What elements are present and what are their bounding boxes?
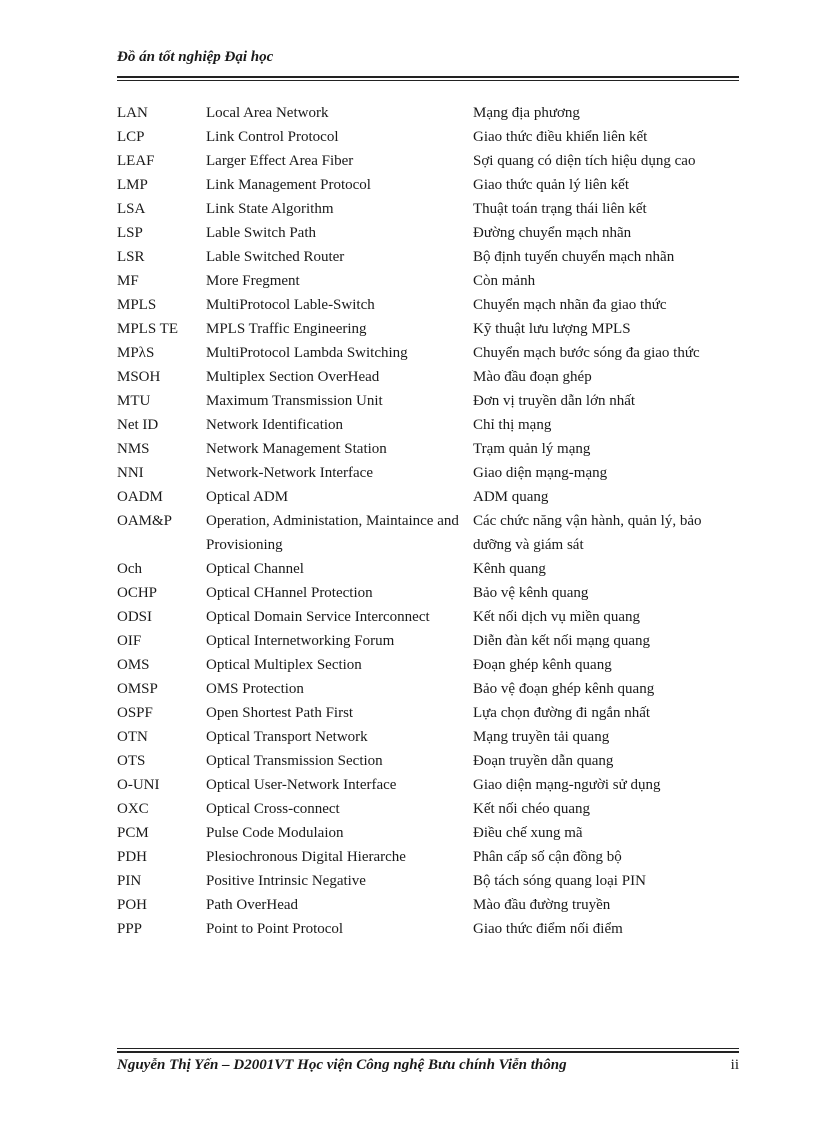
vietnamese-term: Giao thức điều khiển liên kết bbox=[473, 129, 648, 145]
vietnamese-term: Chuyển mạch nhãn đa giao thức bbox=[473, 297, 667, 313]
english-term: Optical CHannel Protection bbox=[206, 585, 373, 601]
footer-text: Nguyễn Thị Yến – D2001VT Học viện Công nghệ Bưu chính Viễn thông bbox=[117, 1057, 567, 1073]
header-title: Đồ án tốt nghiệp Đại học bbox=[117, 49, 274, 65]
english-term: Optical Transport Network bbox=[206, 729, 368, 745]
table-row bbox=[117, 653, 739, 677]
table-row bbox=[117, 677, 739, 701]
table-row bbox=[117, 821, 739, 845]
english-term: Lable Switch Path bbox=[206, 225, 316, 241]
english-term: Optical User-Network Interface bbox=[206, 777, 397, 793]
vietnamese-term: Giao diện mạng-người sử dụng bbox=[473, 777, 661, 793]
abbreviation: NMS bbox=[117, 441, 150, 457]
vietnamese-term: Chuyển mạch bước sóng đa giao thức bbox=[473, 345, 700, 361]
vietnamese-term: ADM quang bbox=[473, 489, 549, 505]
vietnamese-term: Kết nối dịch vụ miền quang bbox=[473, 609, 641, 625]
table-row bbox=[117, 629, 739, 653]
english-term: Pulse Code Modulaion bbox=[206, 825, 344, 841]
abbreviation: LCP bbox=[117, 129, 145, 145]
abbreviation: PPP bbox=[117, 921, 143, 937]
vietnamese-term: Mạng địa phương bbox=[473, 105, 580, 121]
abbreviation: LSP bbox=[117, 225, 143, 241]
header-rule-bottom bbox=[117, 80, 739, 81]
vietnamese-term: Kết nối chéo quang bbox=[473, 801, 591, 817]
english-term: Optical Cross-connect bbox=[206, 801, 340, 817]
table-row bbox=[117, 245, 739, 269]
abbreviation: PIN bbox=[117, 873, 142, 889]
english-term: Operation, Administation, Maintaince and Provisioning bbox=[206, 513, 459, 553]
vietnamese-term: Chỉ thị mạng bbox=[473, 417, 552, 433]
abbreviation: Och bbox=[117, 561, 142, 577]
abbreviation: OXC bbox=[117, 801, 149, 817]
english-term: Optical Multiplex Section bbox=[206, 657, 362, 673]
table-row bbox=[117, 797, 739, 821]
table-row bbox=[117, 341, 739, 365]
table-row bbox=[117, 173, 739, 197]
english-term: Optical Domain Service Interconnect bbox=[206, 609, 430, 625]
table-row bbox=[117, 125, 739, 149]
abbreviation: OCHP bbox=[117, 585, 158, 601]
table-row bbox=[117, 221, 739, 245]
vietnamese-term: Đường chuyển mạch nhãn bbox=[473, 225, 632, 241]
footer-rule-top bbox=[117, 1048, 739, 1049]
abbreviation: LSR bbox=[117, 249, 145, 265]
header-rule-top bbox=[117, 76, 739, 78]
abbreviation-table bbox=[117, 101, 739, 941]
abbreviation: LMP bbox=[117, 177, 148, 193]
vietnamese-term: Giao diện mạng-mạng bbox=[473, 465, 608, 481]
vietnamese-term: Bảo vệ đoạn ghép kênh quang bbox=[473, 681, 655, 697]
vietnamese-term: Trạm quản lý mạng bbox=[473, 441, 591, 457]
vietnamese-term: Mạng truyền tải quang bbox=[473, 729, 610, 745]
abbreviation: PDH bbox=[117, 849, 148, 865]
english-term: Larger Effect Area Fiber bbox=[206, 153, 354, 169]
table-row bbox=[117, 581, 739, 605]
table-row bbox=[117, 725, 739, 749]
table-row bbox=[117, 485, 739, 509]
table-row bbox=[117, 293, 739, 317]
vietnamese-term: Bộ tách sóng quang loại PIN bbox=[473, 873, 646, 889]
vietnamese-term: Lựa chọn đường đi ngắn nhất bbox=[473, 705, 651, 721]
vietnamese-term: Điều chế xung mã bbox=[473, 825, 583, 841]
vietnamese-term: Sợi quang có diện tích hiệu dụng cao bbox=[473, 153, 696, 169]
table-row bbox=[117, 365, 739, 389]
vietnamese-term: Đoạn ghép kênh quang bbox=[473, 657, 612, 673]
table-row bbox=[117, 869, 739, 893]
english-term: Link State Algorithm bbox=[206, 201, 334, 217]
page-number: ii bbox=[730, 1057, 739, 1073]
table-row bbox=[117, 269, 739, 293]
table-row bbox=[117, 317, 739, 341]
abbreviation: NNI bbox=[117, 465, 144, 481]
english-term: Optical Transmission Section bbox=[206, 753, 383, 769]
vietnamese-term: Bảo vệ kênh quang bbox=[473, 585, 589, 601]
english-term: Optical Internetworking Forum bbox=[206, 633, 395, 649]
abbreviation: MPLS TE bbox=[117, 321, 178, 337]
abbreviation: OADM bbox=[117, 489, 163, 505]
english-term: MultiProtocol Lambda Switching bbox=[206, 345, 408, 361]
english-term: Multiplex Section OverHead bbox=[206, 369, 380, 385]
abbreviation: Net ID bbox=[117, 417, 159, 433]
abbreviation: OMSP bbox=[117, 681, 158, 697]
vietnamese-term: Phân cấp số cận đồng bộ bbox=[473, 849, 622, 865]
table-row bbox=[117, 101, 739, 125]
abbreviation: MTU bbox=[117, 393, 151, 409]
table-row bbox=[117, 197, 739, 221]
english-term: Path OverHead bbox=[206, 897, 299, 913]
abbreviation: PCM bbox=[117, 825, 149, 841]
english-term: Lable Switched Router bbox=[206, 249, 345, 265]
english-term: Local Area Network bbox=[206, 105, 329, 121]
abbreviation: OTN bbox=[117, 729, 148, 745]
abbreviation: LAN bbox=[117, 105, 148, 121]
table-row bbox=[117, 845, 739, 869]
table-row bbox=[117, 413, 739, 437]
english-term: Network Identification bbox=[206, 417, 344, 433]
english-term: Optical ADM bbox=[206, 489, 289, 505]
table-row bbox=[117, 893, 739, 917]
table-row bbox=[117, 389, 739, 413]
english-term: Plesiochronous Digital Hierarche bbox=[206, 849, 406, 865]
vietnamese-term: Mào đầu đoạn ghép bbox=[473, 369, 592, 385]
abbreviation: MF bbox=[117, 273, 139, 289]
table-row bbox=[117, 773, 739, 797]
vietnamese-term: Kênh quang bbox=[473, 561, 546, 577]
vietnamese-term: Đoạn truyền dẫn quang bbox=[473, 753, 614, 769]
english-term: Link Control Protocol bbox=[206, 129, 339, 145]
abbreviation: LSA bbox=[117, 201, 146, 217]
vietnamese-term: Các chức năng vận hành, quản lý, bảo dưỡng và giám sát bbox=[473, 513, 702, 553]
abbreviation: OTS bbox=[117, 753, 146, 769]
english-term: Network-Network Interface bbox=[206, 465, 373, 481]
abbreviation: OAM&P bbox=[117, 513, 173, 529]
english-term: OMS Protection bbox=[206, 681, 304, 697]
abbreviation: ODSI bbox=[117, 609, 153, 625]
abbreviation: OIF bbox=[117, 633, 142, 649]
english-term: Optical Channel bbox=[206, 561, 304, 577]
abbreviation: OMS bbox=[117, 657, 150, 673]
table-row bbox=[117, 461, 739, 485]
vietnamese-term: Thuật toán trạng thái liên kết bbox=[473, 201, 647, 217]
abbreviation: O-UNI bbox=[117, 777, 160, 793]
english-term: MPLS Traffic Engineering bbox=[206, 321, 367, 337]
table-row bbox=[117, 605, 739, 629]
footer-rule-bottom bbox=[117, 1051, 739, 1053]
abbreviation: MSOH bbox=[117, 369, 161, 385]
table-row bbox=[117, 509, 739, 557]
table-row bbox=[117, 701, 739, 725]
table-row bbox=[117, 557, 739, 581]
table-row bbox=[117, 437, 739, 461]
abbreviation: POH bbox=[117, 897, 148, 913]
vietnamese-term: Còn mảnh bbox=[473, 273, 536, 289]
abbreviation: MPLS bbox=[117, 297, 157, 313]
vietnamese-term: Kỹ thuật lưu lượng MPLS bbox=[473, 321, 631, 337]
english-term: Link Management Protocol bbox=[206, 177, 371, 193]
english-term: MultiProtocol Lable-Switch bbox=[206, 297, 375, 313]
english-term: More Fregment bbox=[206, 273, 300, 289]
english-term: Positive Intrinsic Negative bbox=[206, 873, 366, 889]
abbreviation: LEAF bbox=[117, 153, 155, 169]
vietnamese-term: Bộ định tuyến chuyển mạch nhãn bbox=[473, 249, 675, 265]
table-row bbox=[117, 149, 739, 173]
english-term: Maximum Transmission Unit bbox=[206, 393, 383, 409]
english-term: Point to Point Protocol bbox=[206, 921, 344, 937]
table-row bbox=[117, 749, 739, 773]
vietnamese-term: Đơn vị truyền dẫn lớn nhất bbox=[473, 393, 636, 409]
vietnamese-term: Mào đầu đường truyền bbox=[473, 897, 611, 913]
english-term: Network Management Station bbox=[206, 441, 387, 457]
vietnamese-term: Giao thức điểm nối điểm bbox=[473, 921, 623, 937]
english-term: Open Shortest Path First bbox=[206, 705, 354, 721]
vietnamese-term: Diễn đàn kết nối mạng quang bbox=[473, 633, 651, 649]
abbreviation: MPλS bbox=[117, 345, 155, 361]
table-row bbox=[117, 917, 739, 941]
abbreviation: OSPF bbox=[117, 705, 153, 721]
vietnamese-term: Giao thức quản lý liên kết bbox=[473, 177, 630, 193]
